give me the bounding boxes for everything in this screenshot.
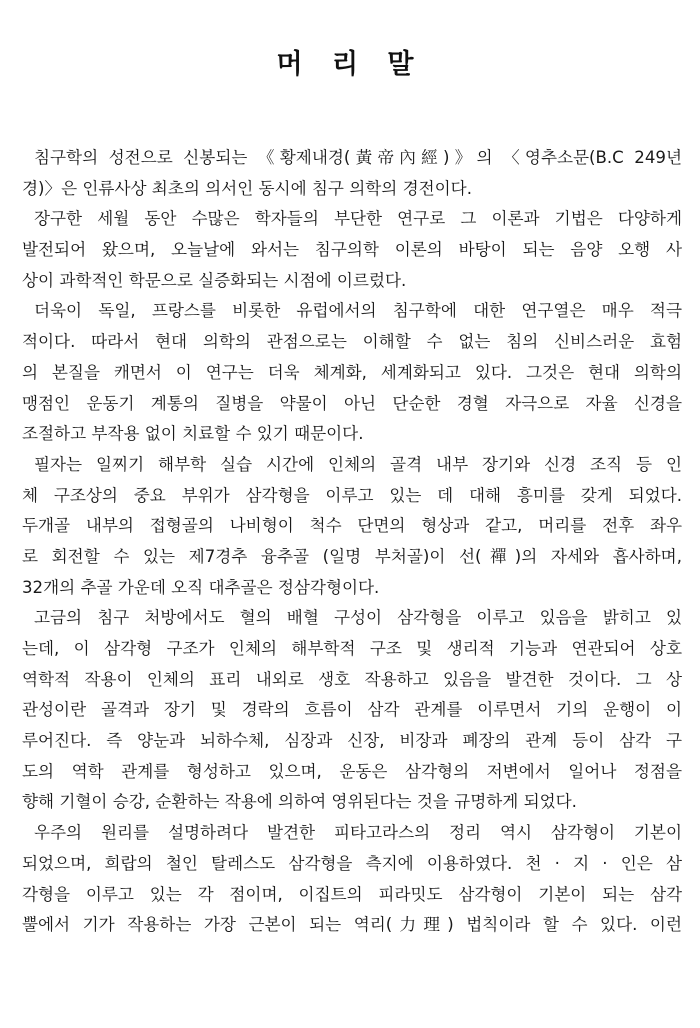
text-line: 32개의 추골 가운데 오직 대추골은 정삼각형이다.: [22, 577, 380, 597]
text-line: 발전되어 왔으며, 오늘날에 와서는 침구의학 이론의 바탕이 되는 음양 오행 사: [22, 240, 682, 260]
text-line: 조절하고 부작용 없이 치료할 수 있기 때문이다.: [22, 424, 364, 444]
text-line: 뿔에서 기가 작용하는 가장 근본이 되는 역리(力理) 법칙이라 할 수 있다. 이런: [22, 915, 682, 935]
text-line: 역학적 작용이 인체의 표리 내외로 생호 작용하고 있음을 발견한 것이다. 그 상: [22, 669, 682, 689]
text-line: 상이 과학적인 학문으로 실증화되는 시점에 이르렀다.: [22, 270, 407, 290]
text-line: 장구한 세월 동안 수많은 학자들의 부단한 연구로 그 이론과 기법은 다양하게: [34, 209, 682, 229]
body-text: [22, 143, 682, 941]
text-line: 되었으며, 희랍의 철인 탈레스도 삼각형을 측지에 이용하였다. 천 · 지 · 인은 삼: [22, 853, 682, 873]
text-line: 향해 기혈이 승강, 순환하는 작용에 의하여 영위된다는 것을 규명하게 되었다.: [22, 792, 577, 812]
text-line: 적이다. 따라서 현대 의학의 관점으로는 이해할 수 없는 침의 신비스러운 효험: [22, 332, 682, 352]
text-line: 루어진다. 즉 양눈과 뇌하수체, 심장과 신장, 비장과 폐장의 관계 등이 삼각 구: [22, 731, 682, 751]
text-line: 체 구조상의 중요 부위가 삼각형을 이루고 있는 데 대해 흥미를 갖게 되었다.: [22, 485, 682, 505]
text-line: 침구학의 성전으로 신봉되는 《황제내경(黃帝內經)》의 〈영추소문(B.C 249년: [34, 148, 682, 167]
text-line: 는데, 이 삼각형 구조가 인체의 해부학적 구조 및 생리적 기능과 연관되어 상호: [22, 639, 682, 658]
text-line: 도의 역학 관계를 형성하고 있으며, 운동은 삼각형의 저변에서 일어나 정점을: [22, 761, 682, 781]
text-line: 두개골 내부의 접형골의 나비형이 척수 단면의 형상과 같고, 머리를 전후 좌우: [22, 516, 682, 536]
text-line: 의 본질을 캐면서 이 연구는 더욱 체계화, 세계화되고 있다. 그것은 현대 의학의: [22, 362, 682, 382]
text-line: 필자는 일찌기 해부학 실습 시간에 인체의 골격 내부 장기와 신경 조직 등 인: [34, 454, 682, 474]
text-line: 맹점인 운동기 계통의 질병을 약물이 아닌 단순한 경혈 자극으로 자율 신경을: [22, 393, 682, 413]
text-line: 관성이란 골격과 장기 및 경락의 흐름이 삼각 관계를 이루면서 기의 운행이 이: [22, 700, 682, 720]
text-line: 우주의 원리를 설명하려다 발견한 피타고라스의 정리 역시 삼각형이 기본이: [34, 823, 682, 843]
text-line: 각형을 이루고 있는 각 점이며, 이집트의 피라밋도 삼각형이 기본이 되는 삼각: [22, 884, 682, 904]
text-line: 경)〉은 인류사상 최초의 의서인 동시에 침구 의학의 경전이다.: [22, 178, 472, 198]
text-line: 로 회전할 수 있는 제7경추 융추골 (일명 부처골)이 선(禪)의 자세와 흡사하며,: [22, 546, 682, 566]
text-line: 더욱이 독일, 프랑스를 비롯한 유럽에서의 침구학에 대한 연구열은 매우 적극: [34, 301, 682, 321]
page-title: 머 리 말: [276, 49, 424, 80]
text-line: 고금의 침구 처방에서도 혈의 배혈 구성이 삼각형을 이루고 있음을 밝히고 있: [34, 608, 682, 628]
